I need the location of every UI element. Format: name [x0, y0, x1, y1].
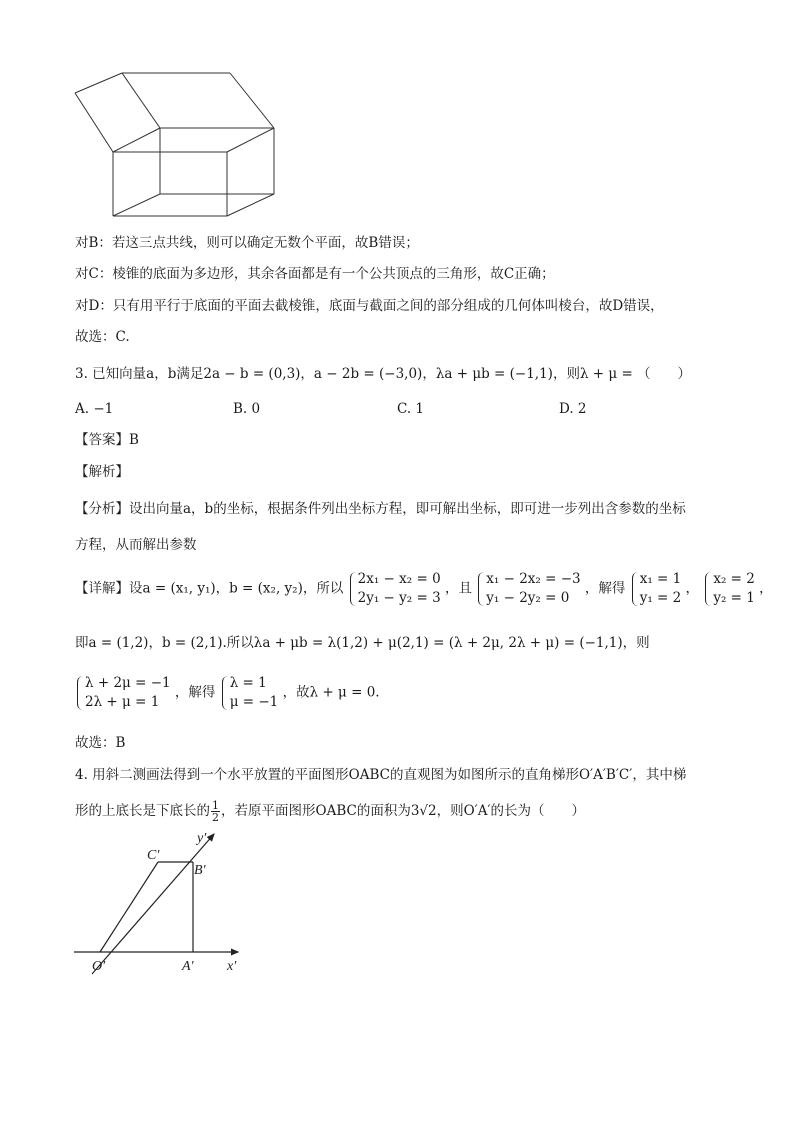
q4-stem-1: 4. 用斜二测画法得到一个水平放置的平面图形OABC的直观图为如图所示的直角梯形O′A′B′C′，其中梯	[75, 767, 687, 783]
detail-line-1	[75, 570, 773, 608]
q3-options	[75, 399, 715, 419]
q4-stem-2b: ，若原平面图形OABC的面积为3√2，则O′A′的长为（ ）	[221, 803, 586, 819]
label-o-prime: O′	[92, 959, 106, 974]
sys2-row2: y₁ − 2y₂ = 0	[486, 590, 570, 606]
detail-text-3a: ，解得	[174, 684, 216, 701]
detail-text-1b: ，且	[444, 580, 472, 597]
sys1-row1: 2x₁ − x₂ = 0	[357, 571, 441, 587]
analysis-tag: 【解析】	[75, 464, 129, 480]
option-c: C. 1	[397, 401, 425, 417]
detail-text-3b: ，故λ + μ = 0.	[282, 684, 380, 701]
detail-text-1a: 【详解】设a = (x₁, y₁)，b = (x₂, y₂)，所以	[75, 580, 344, 597]
answer-tag: 【答案】B	[75, 432, 139, 448]
label-a-prime: A′	[182, 959, 194, 974]
prism-figure	[70, 66, 280, 220]
choice-d-line: 对D：只有用平行于底面的平面去截棱锥，底面与截面之间的部分组成的几何体叫棱台，故D错误，	[75, 298, 664, 314]
detail-text-1c: ，解得	[584, 580, 626, 597]
q3-stem: 3. 已知向量a，b满足2a − b = (0,3)，a − 2b = (−3,0)，λa + μb = (−1,1)，则λ + μ = （ ）	[75, 366, 692, 382]
fraction-denominator: 2	[212, 811, 219, 824]
sys2-row1: x₁ − 2x₂ = −3	[486, 571, 581, 587]
q4-stem-2	[75, 800, 585, 823]
sys3-row1: x₁ = 1	[639, 571, 682, 587]
equation-system-3	[630, 570, 682, 608]
label-x-prime: x′	[227, 959, 237, 974]
q4-stem-2a: 形的上底长是下底长的	[75, 803, 210, 819]
label-b-prime: B′	[194, 863, 206, 878]
detail-text-1e: ，	[759, 580, 773, 597]
sys6-row1: λ = 1	[229, 675, 267, 691]
sys6-row2: μ = −1	[229, 694, 279, 710]
sys1-row2: 2y₁ − y₂ = 3	[357, 590, 441, 606]
sys5-row1: λ + 2μ = −1	[85, 675, 171, 691]
option-a: A. −1	[75, 401, 114, 417]
choice-b-line: 对B：若这三点共线，则可以确定无数个平面，故B错误；	[75, 235, 419, 251]
analysis-line-2: 方程，从而解出参数	[75, 537, 197, 553]
equation-system-1	[348, 570, 441, 608]
equation-system-4	[703, 570, 755, 608]
fraction-one-half	[211, 800, 220, 823]
q2-answer: 故选：C.	[75, 329, 130, 345]
label-y-prime: y′	[197, 831, 207, 846]
label-c-prime: C′	[147, 848, 160, 863]
trapezoid-figure	[70, 826, 260, 978]
sys5-row2: 2λ + μ = 1	[85, 694, 160, 710]
q3-final: 故选：B	[75, 735, 126, 751]
detail-line-3	[75, 674, 380, 712]
fraction-numerator: 1	[212, 799, 219, 812]
equation-system-6	[220, 674, 279, 712]
choice-c-line: 对C：棱锥的底面为多边形，其余各面都是有一个公共顶点的三角形，故C正确；	[75, 266, 555, 282]
detail-line-2: 即a = (1,2)，b = (2,1).所以λa + μb = λ(1,2) + μ(2,1) = (λ + 2μ, 2λ + μ) = (−1,1)，则	[75, 635, 650, 651]
detail-text-1d: ，	[685, 580, 700, 597]
option-d: D. 2	[559, 401, 587, 417]
equation-system-2	[476, 570, 580, 608]
equation-system-5	[75, 674, 171, 712]
sys3-row2: y₁ = 2	[639, 590, 682, 606]
sys4-row1: x₂ = 2	[713, 571, 755, 587]
option-b: B. 0	[233, 401, 261, 417]
analysis-line-1: 【分析】设出向量a，b的坐标，根据条件列出坐标方程，即可解出坐标，即可进一步列出含参数的坐标	[75, 501, 686, 517]
sys4-row2: y₂ = 1	[713, 590, 755, 606]
